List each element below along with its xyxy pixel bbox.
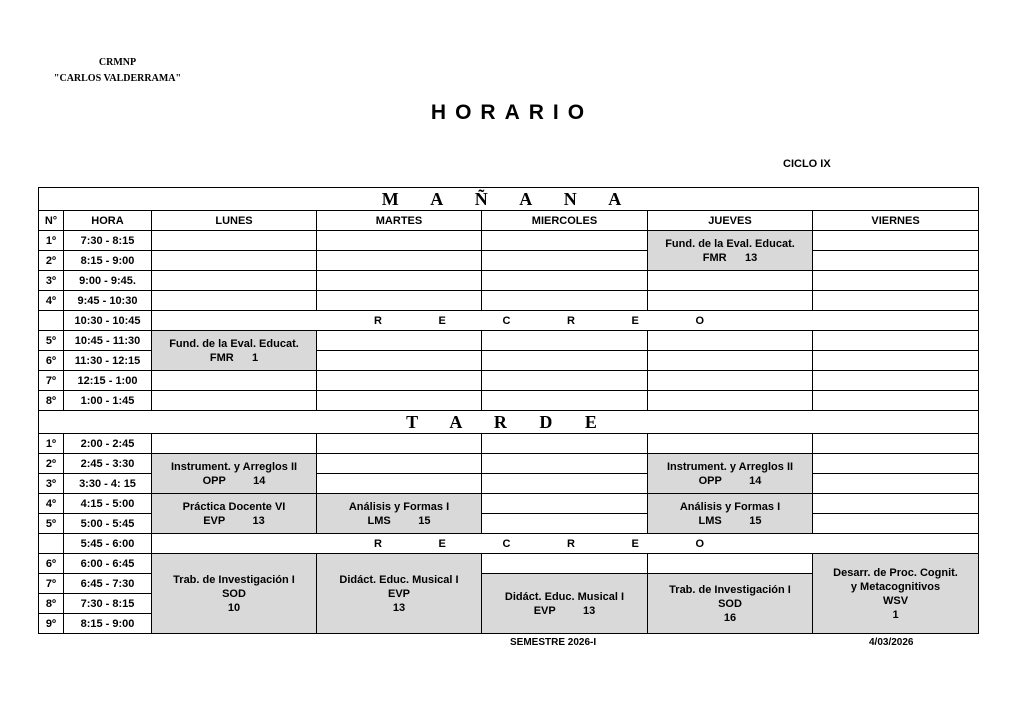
- empty-cell: [482, 371, 648, 391]
- class-teacher-room: SOD: [222, 587, 246, 600]
- slot-time: 9:45 - 10:30: [64, 291, 152, 311]
- class-cell: [648, 231, 813, 271]
- empty-cell: [152, 231, 317, 251]
- empty-cell: [482, 231, 648, 251]
- class-name: Práctica Docente VI: [182, 500, 286, 513]
- recess-letter: E: [631, 537, 639, 550]
- empty-cell: [813, 434, 979, 454]
- class-cell: [152, 331, 317, 371]
- recess-letter: E: [438, 314, 446, 327]
- page-title: HORARIO: [430, 101, 594, 124]
- empty-cell: [813, 514, 979, 534]
- column-header: N°: [39, 211, 64, 231]
- class-room: 1: [892, 608, 899, 621]
- empty-cell: [813, 271, 979, 291]
- slot-time: 1:00 - 1:45: [64, 391, 152, 411]
- date-label: 4/03/2026: [869, 637, 914, 648]
- class-name: Instrument. y Arreglos II: [666, 460, 794, 473]
- class-teacher-room: LMS 15: [698, 514, 762, 527]
- class-cell: [152, 554, 317, 634]
- empty-cell: [317, 271, 482, 291]
- class-teacher-room: FMR 13: [702, 251, 758, 264]
- empty-cell: [482, 391, 648, 411]
- slot-number: 2º: [39, 251, 64, 271]
- institution-name: "CARLOS VALDERRAMA": [53, 73, 182, 84]
- empty-cell: [317, 434, 482, 454]
- slot-time: 2:00 - 2:45: [64, 434, 152, 454]
- class-cell: [152, 454, 317, 494]
- empty-cell: [482, 514, 648, 534]
- class-name: Didáct. Educ. Musical I: [504, 590, 625, 603]
- slot-time: 3:30 - 4: 15: [64, 474, 152, 494]
- slot-number: 6º: [39, 351, 64, 371]
- slot-time: 8:15 - 9:00: [64, 614, 152, 634]
- slot-number: 7º: [39, 371, 64, 391]
- empty-cell: [648, 291, 813, 311]
- class-name: Desarr. de Proc. Cognit.: [833, 566, 958, 579]
- class-name: Trab. de Investigación I: [669, 583, 791, 596]
- slot-number: 5º: [39, 514, 64, 534]
- schedule-table: [38, 187, 979, 634]
- recess-letter: O: [695, 537, 704, 550]
- empty-cell: [152, 371, 317, 391]
- slot-time: 12:15 - 1:00: [64, 371, 152, 391]
- class-room: 10: [227, 601, 241, 614]
- slot-time: 7:30 - 8:15: [64, 231, 152, 251]
- empty-cell: [317, 371, 482, 391]
- empty-cell: [648, 271, 813, 291]
- slot-time: 4:15 - 5:00: [64, 494, 152, 514]
- slot-number: 6º: [39, 554, 64, 574]
- class-cell: [648, 574, 813, 634]
- recess-letter: R: [374, 537, 382, 550]
- slot-number: 9º: [39, 614, 64, 634]
- class-teacher-room: OPP 14: [698, 474, 762, 487]
- recess-letter: C: [502, 537, 511, 550]
- empty-cell: [813, 331, 979, 351]
- empty-cell: [482, 554, 648, 574]
- slot-time: 11:30 - 12:15: [64, 351, 152, 371]
- class-cell: [648, 454, 813, 494]
- class-cell: [317, 554, 482, 634]
- column-header: MIERCOLES: [482, 211, 648, 231]
- empty-cell: [317, 454, 482, 474]
- slot-time: 5:45 - 6:00: [64, 534, 152, 554]
- slot-number: 1º: [39, 434, 64, 454]
- empty-cell: [648, 351, 813, 371]
- class-teacher-room: EVP: [387, 587, 410, 600]
- empty-cell: [317, 251, 482, 271]
- class-teacher-room: LMS 15: [367, 514, 431, 527]
- slot-number: 7º: [39, 574, 64, 594]
- empty-cell: [813, 371, 979, 391]
- recess-letter: C: [502, 314, 511, 327]
- class-name: Didáct. Educ. Musical I: [339, 573, 459, 586]
- empty-cell: [482, 291, 648, 311]
- column-header: VIERNES: [813, 211, 979, 231]
- empty-cell: [482, 474, 648, 494]
- empty-cell: [813, 454, 979, 474]
- empty-cell: [317, 474, 482, 494]
- class-teacher-room: SOD: [718, 597, 742, 610]
- slot-number: 4º: [39, 291, 64, 311]
- class-teacher-room: WSV: [882, 594, 909, 607]
- empty-cell: [152, 271, 317, 291]
- empty-cell: [152, 251, 317, 271]
- slot-number: 2º: [39, 454, 64, 474]
- class-cell: [482, 574, 648, 634]
- slot-time: 10:30 - 10:45: [64, 311, 152, 331]
- slot-number: 1º: [39, 231, 64, 251]
- class-teacher-room: FMR 1: [209, 351, 259, 364]
- recess-banner: [152, 534, 979, 554]
- empty-cell: [317, 391, 482, 411]
- empty-cell: [317, 231, 482, 251]
- class-cell: [648, 494, 813, 534]
- recess-letter: R: [566, 537, 575, 550]
- institution-short: CRMNP: [98, 57, 137, 68]
- slot-number: [39, 311, 64, 331]
- recess-letter: R: [374, 314, 382, 327]
- class-name-line2: y Metacognitivos: [850, 580, 941, 593]
- class-teacher-room: EVP 13: [203, 514, 265, 527]
- class-name: Análisis y Formas I: [679, 500, 781, 513]
- recess-letter: E: [631, 314, 639, 327]
- class-teacher-room: OPP 14: [202, 474, 266, 487]
- class-cell: [317, 494, 482, 534]
- class-name: Análisis y Formas I: [348, 500, 450, 513]
- empty-cell: [152, 391, 317, 411]
- class-teacher-room: EVP 13: [533, 604, 596, 617]
- slot-time: 2:45 - 3:30: [64, 454, 152, 474]
- recess-letter: R: [566, 314, 575, 327]
- empty-cell: [648, 391, 813, 411]
- empty-cell: [317, 351, 482, 371]
- empty-cell: [813, 251, 979, 271]
- empty-cell: [482, 331, 648, 351]
- slot-time: 6:00 - 6:45: [64, 554, 152, 574]
- column-header: MARTES: [317, 211, 482, 231]
- slot-number: [39, 534, 64, 554]
- class-cell: [152, 494, 317, 534]
- empty-cell: [482, 434, 648, 454]
- empty-cell: [152, 434, 317, 454]
- recess-banner: [152, 311, 979, 331]
- empty-cell: [813, 351, 979, 371]
- empty-cell: [813, 494, 979, 514]
- empty-cell: [813, 231, 979, 251]
- slot-time: 6:45 - 7:30: [64, 574, 152, 594]
- recess-letter: E: [438, 537, 446, 550]
- empty-cell: [482, 454, 648, 474]
- slot-time: 7:30 - 8:15: [64, 594, 152, 614]
- empty-cell: [152, 291, 317, 311]
- class-room: 13: [392, 601, 406, 614]
- empty-cell: [317, 291, 482, 311]
- empty-cell: [648, 434, 813, 454]
- class-name: Trab. de Investigación I: [173, 573, 295, 586]
- empty-cell: [482, 351, 648, 371]
- empty-cell: [813, 391, 979, 411]
- empty-cell: [648, 371, 813, 391]
- semester-label: SEMESTRE 2026-I: [510, 637, 597, 648]
- recess-letter: O: [695, 314, 704, 327]
- empty-cell: [648, 331, 813, 351]
- class-name: Fund. de la Eval. Educat.: [665, 237, 795, 250]
- slot-number: 4º: [39, 494, 64, 514]
- slot-time: 9:00 - 9:45.: [64, 271, 152, 291]
- empty-cell: [813, 474, 979, 494]
- slot-time: 10:45 - 11:30: [64, 331, 152, 351]
- class-room: 16: [723, 611, 737, 624]
- column-header: LUNES: [152, 211, 317, 231]
- slot-number: 5º: [39, 331, 64, 351]
- column-header: HORA: [64, 211, 152, 231]
- slot-number: 8º: [39, 391, 64, 411]
- column-header: JUEVES: [648, 211, 813, 231]
- empty-cell: [648, 554, 813, 574]
- empty-cell: [482, 271, 648, 291]
- slot-time: 8:15 - 9:00: [64, 251, 152, 271]
- morning-section-header: M A Ñ A N A: [39, 188, 979, 211]
- afternoon-section-header: T A R D E: [39, 411, 979, 434]
- cycle-label: CICLO IX: [783, 158, 831, 170]
- class-name: Instrument. y Arreglos II: [170, 460, 298, 473]
- slot-number: 3º: [39, 474, 64, 494]
- empty-cell: [482, 251, 648, 271]
- class-name: Fund. de la Eval. Educat.: [169, 337, 299, 350]
- slot-number: 8º: [39, 594, 64, 614]
- slot-number: 3º: [39, 271, 64, 291]
- empty-cell: [482, 494, 648, 514]
- empty-cell: [317, 331, 482, 351]
- class-cell: [813, 554, 979, 634]
- slot-time: 5:00 - 5:45: [64, 514, 152, 534]
- empty-cell: [813, 291, 979, 311]
